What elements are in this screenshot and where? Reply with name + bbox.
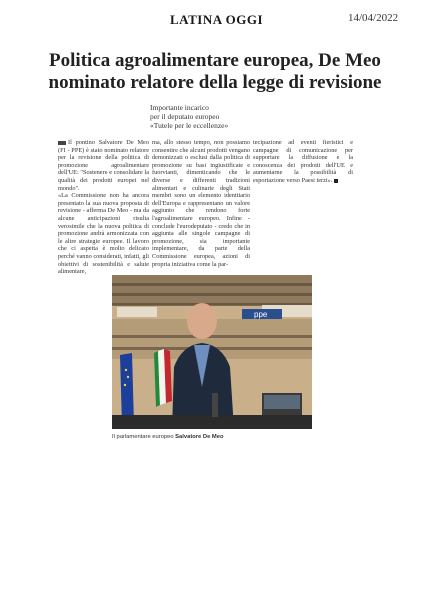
caption-prefix: Il parlamentare europeo (112, 434, 176, 440)
headline-line-1: Politica agroalimentare europea, De Meo (49, 50, 381, 71)
paragraph-text: Il pontino Salvatore De Meo (FI - PPE) è stato nominato relatore per la revisione della politica di promozione agroalimentare dell'UE: "Sostenere e consolidare la qualità dei prodotti europei nel mondo". (58, 139, 149, 192)
eu-flag-icon (120, 353, 134, 425)
article-photo (112, 275, 312, 429)
subhead-line-3: «Tutele per le eccellenze» (150, 121, 229, 130)
caption-name: Salvatore De Meo (175, 434, 224, 440)
subhead-line-2: per il deputato europeo (150, 112, 220, 121)
photo-illustration (112, 275, 312, 429)
article-column-3 (253, 139, 353, 185)
article-headline (40, 50, 390, 94)
article-column-1 (58, 139, 149, 276)
subhead-line-1: Importante incarico (150, 103, 209, 112)
masthead (0, 10, 424, 30)
paragraph-text: tecipazione ad eventi fieristici e campagne di comunicazione per supportare la diffusione e la conoscenza dei prodotti dell'UE e aumentarne la possibilità di esportazione verso Paesi terzi». (253, 139, 353, 184)
paragraph (253, 139, 353, 185)
paragraph (58, 139, 149, 192)
article-column-2 (152, 139, 250, 268)
newspaper-name: LATINA OGGI (170, 12, 264, 27)
headline-line-2: nominato relatore della legge di revisione (48, 72, 382, 93)
backdrop-logo-text: ppe (254, 310, 268, 319)
paragraph: ma, allo stesso tempo, non possiamo consentire che alcuni prodotti vengano demonizzati o esclusi dalla politica di promozione su basi ingiustificate e fuorvianti, dimenticando che le diverse e differenti tradizioni alimentari e culinarie degli Stati membri sono un elemento identitario dell'Europa e rappresentano un valore aggiunto che rendono forte l'agroalimentare europeo. Infine - conclude l'eurodeputato - credo che in aggiunta alle singole campagne di promozione, sia importante implementare, da parte della Commissione europea, azioni di propria iniziativa come la par- (152, 139, 250, 268)
bullet-marker (58, 141, 66, 145)
photo-caption (112, 434, 332, 440)
end-of-article-marker (334, 179, 338, 183)
article-subhead (150, 103, 310, 130)
publication-date: 14/04/2022 (348, 12, 399, 24)
paragraph: «La Commissione non ha ancora presentato la sua nuova proposta di revisione - afferma De Meo - ma da alcune anticipazioni risulta verosimile che la nuova politica di promozione andrà armonizzata con le altre strategie europee. Il lavoro che ci aspetta è molto delicato perché vanno considerati, infatti, gli obiettivi di sostenibilità e salute alimentare, (58, 192, 149, 276)
person-head (187, 303, 217, 339)
